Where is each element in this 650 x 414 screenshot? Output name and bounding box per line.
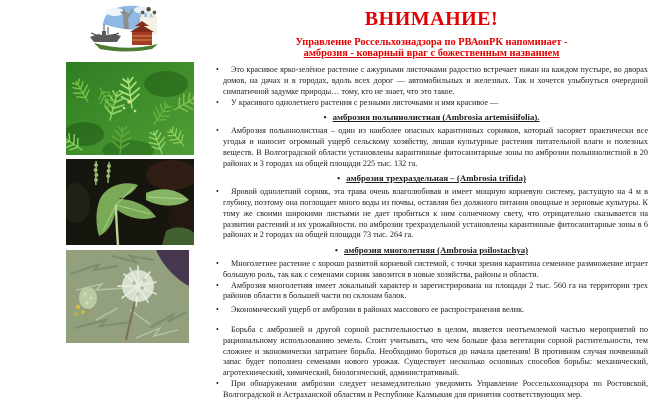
- paragraph-trifida: [215, 187, 648, 241]
- ambrosia-artemisiifolia-photo: [66, 62, 194, 155]
- subtitle-line-2: амброзия - коварный враг с божественным названием: [303, 47, 560, 59]
- paragraph-intro: [215, 65, 648, 97]
- ambrosia-trifida-photo: [66, 159, 194, 245]
- heading-text: амброзия многолетняя (Ambrosia psilostachya): [343, 245, 529, 256]
- document-content: [215, 0, 648, 401]
- bullet-marker: •: [337, 173, 341, 184]
- bullet-marker: •: [216, 378, 219, 388]
- bullet-marker: •: [216, 65, 219, 75]
- bullet-marker: •: [216, 305, 219, 315]
- heading-ambrosia-artemisiifolia: [215, 112, 648, 123]
- bullet-marker: •: [216, 97, 219, 107]
- paragraph-text: Амброзия полыннолистная – один из наиболее опасных карантинных сорняков, который засоряет практически все угодья и наносит огромный ущерб сельскому хозяйству, лишая культурные растения питательной влаги и полезных веществ. В Волгоградской области установлены карантинные фитосанитарные зоны по амброзии полыннолистной в 20 районах и 3 городах на общей площади 225 тыс. 132 га.: [223, 126, 648, 168]
- heading-text: амброзия трехраздельная – (Ambrosia trifida): [346, 173, 526, 184]
- heading-text: амброзия полыннолистная (Ambrosia artemisiifolia).: [332, 112, 540, 123]
- bullet-marker: •: [216, 258, 219, 268]
- regions-collage-logo: [88, 2, 166, 54]
- paragraph-text: Яровой однолетний сорняк, эта трава очень влаголюбивая и имеет мощную корневую систему, растущую на 4 м в глубину, поэтому она поглощает много воды из почвы, оставляя без должного питания овощные и зерновые культуры. К тому же своими широкими листьями не дает пробиться к ним солнечному свету, что отрицательно сказывается на развитии растений и их урожайности. по амброзии трехраздельной установлены карантинные фитосанитарные зоны в 6 районах и 2 городах на общей площади 73 тыс. 264 га.: [223, 187, 648, 240]
- paragraph-text: При обнаружении амброзии следует незамедлительно уведомить Управление Россельхознадзора по Ростовской, Волгоградской и Астраханской областям и Республике Калмыкия для принятия соответствующих мер.: [223, 378, 648, 399]
- bullet-marker: •: [216, 280, 219, 290]
- warship-icon: [90, 31, 121, 42]
- bullet-marker: •: [216, 126, 219, 136]
- grey-green-flower-image: [66, 250, 189, 343]
- document-body: [215, 65, 648, 400]
- yellow-flower: [76, 305, 80, 309]
- paragraph-name-intro: [215, 98, 648, 109]
- lobed-leaves-image: [66, 159, 194, 245]
- paragraph-text: Борьба с амброзией и другой сорной растительностью в целом, является неотъемлемой частью мероприятий по рациональному использованию земель. Стоит учитывать, что чем больше фаза вегетации сорной растительности, тем сложнее и экономически затратнее борьба. Необходимо бороться до начала цветения! В противном случая почвенный запас будет пополнен семенами нового урожая. Существует несколько основных способов борьбы: механический, агротехнический, химический, биологический, административный.: [223, 324, 648, 378]
- paragraph-text: Амброзия многолетняя имеет локальный характер и зарегистрирована на площади 2 тыс. 560 га на территории трех районов области в большей части по склонам балок.: [223, 280, 648, 301]
- green-foliage-image: [66, 62, 194, 155]
- paragraph-psilostachya-1: [215, 259, 648, 281]
- page-title: ВНИМАНИЕ!: [364, 8, 499, 30]
- paragraph-text: Экономический ущерб от амброзии в районах массового ее распространения велик.: [231, 305, 525, 315]
- bullet-marker: •: [216, 187, 219, 197]
- paragraph-text: У красивого однолетнего растения с резными листочками и имя красивое —: [231, 97, 499, 107]
- heading-ambrosia-psilostachya: [215, 245, 648, 256]
- temple-icon: [132, 32, 152, 45]
- subtitle-line-1: Управление Россельхознадзора по РВАоиРК напоминает -: [295, 37, 568, 48]
- ambrosia-psilostachya-photo: [66, 250, 189, 343]
- paragraph-artemisiifolia: [215, 126, 648, 169]
- small-flower-cluster: [79, 287, 97, 309]
- paragraph-text: Многолетнее растение с хорошо развитой корневой системой, с точки зрения карантина семенное размножение играет большую роль, так как с семенами сорняк завозится в новые хозяйства, районы и области.: [223, 258, 648, 279]
- paragraph-text: Это красивое ярко-зелёное растение с ажурными листочками радостно встречает южан на каждом пустыре, во дворах домов, на дачах и в городах, вдоль всех дорог — автомобильных и железных. Так и хочется улыбнуться очередной симпатичной задумке природы… тому, кто не знает, что это такое.: [223, 65, 648, 96]
- collage-icon: [88, 2, 166, 54]
- subtitle: [215, 38, 648, 59]
- paragraph-psilostachya-2: [215, 281, 648, 303]
- paragraph-control-measures: [215, 325, 648, 379]
- heading-ambrosia-trifida: [215, 173, 648, 184]
- paragraph-notification: [215, 379, 648, 401]
- bullet-marker: •: [323, 112, 327, 123]
- bullet-marker: •: [216, 324, 219, 334]
- bullet-marker: •: [334, 245, 338, 256]
- paragraph-economic-damage: [215, 305, 648, 316]
